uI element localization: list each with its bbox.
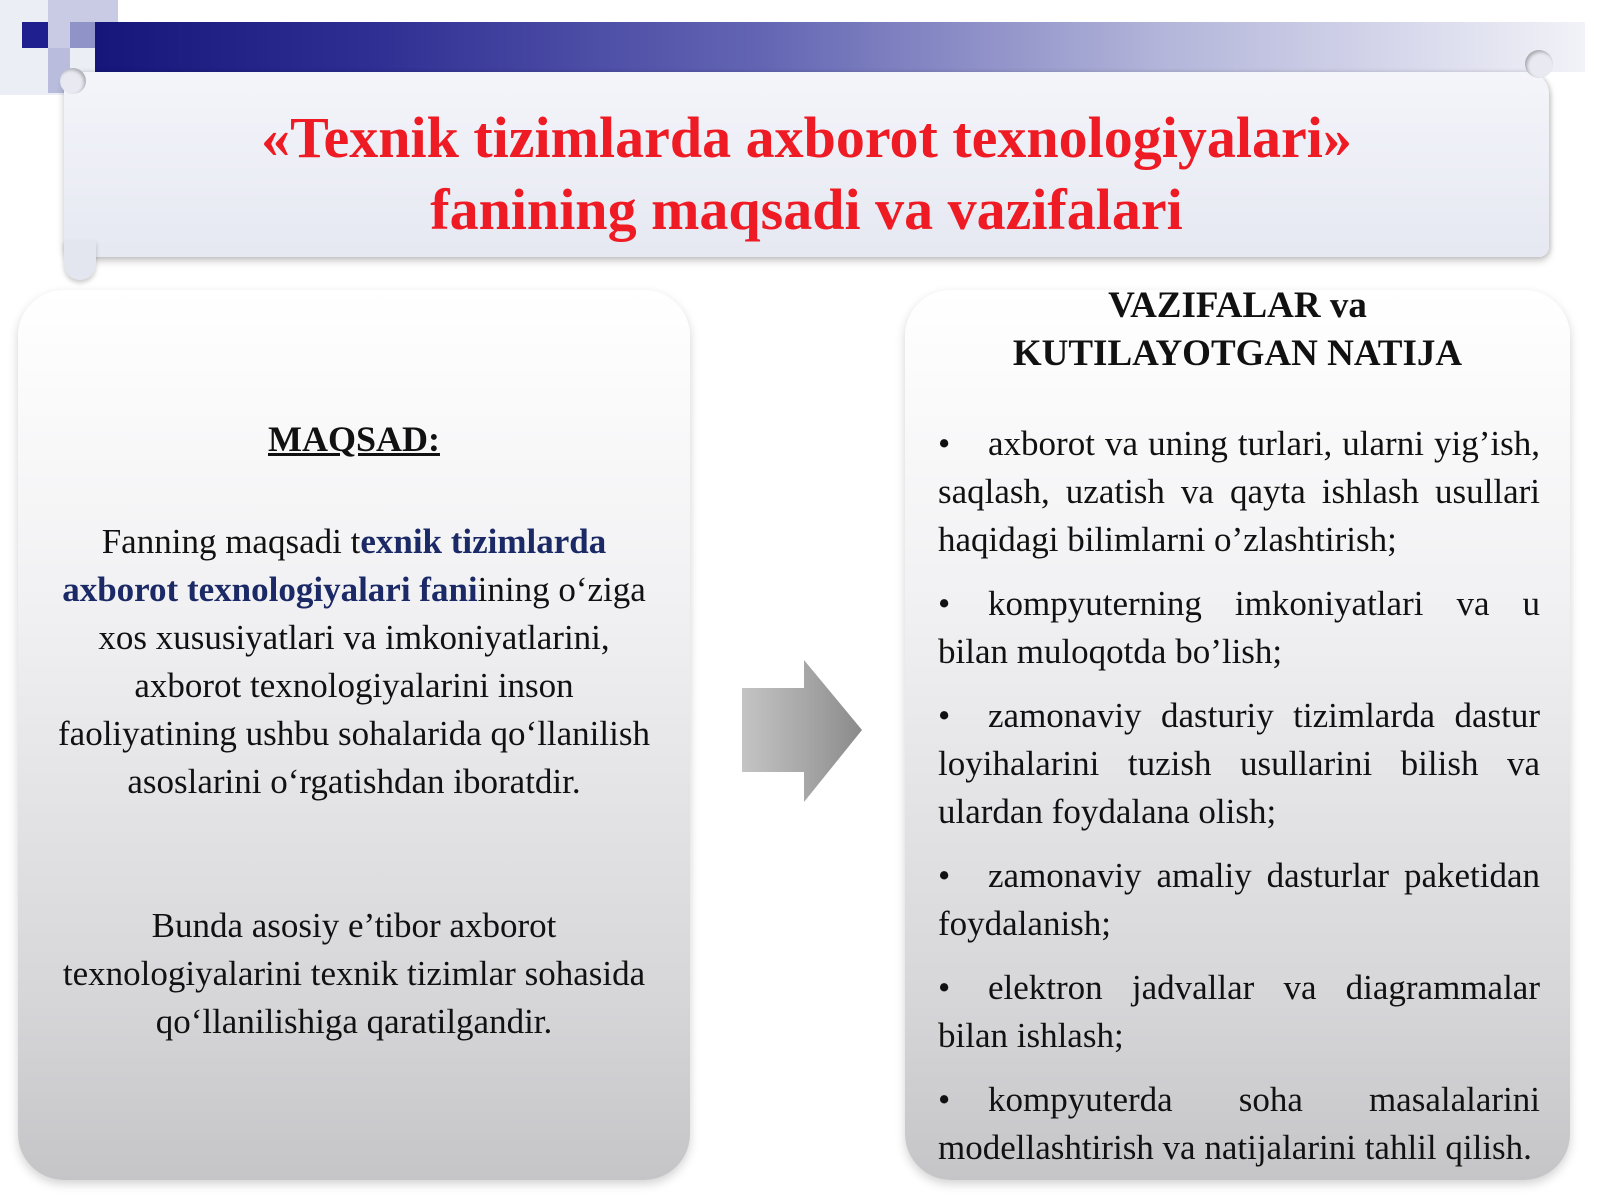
list-item-text: zamonaviy amaliy dasturlar paketidan foydalanish;	[938, 856, 1540, 943]
goal-heading: MAQSAD:	[268, 419, 440, 459]
tasks-heading-line-2: KUTILAYOTGAN NATIJA	[1012, 333, 1463, 374]
goal-text-highlight: exnik tizimlarda axborot texnologiyalari fani	[62, 522, 607, 609]
bullet-icon: •	[938, 856, 951, 895]
slide-title	[64, 102, 1549, 246]
list-item-text: kompyuterda soha masalalarini modellashtirish va natijalarini tahlil qilish.	[938, 1080, 1540, 1167]
list-item	[938, 1076, 1540, 1172]
tasks-heading-line-1: VAZIFALAR va	[1108, 285, 1367, 326]
tasks-heading	[905, 282, 1570, 378]
list-item-text: kompyuterning imkoniyatlari va u bilan muloqotda bo’lish;	[938, 584, 1540, 671]
goal-panel	[18, 290, 690, 1180]
scroll-curl	[64, 240, 96, 280]
goal-text-part1: Fanning maqsadi t	[101, 522, 361, 561]
tasks-list	[938, 420, 1540, 1188]
list-item	[938, 580, 1540, 676]
list-item	[938, 964, 1540, 1060]
list-item-text: elektron jadvallar va diagrammalar bilan ishlash;	[938, 968, 1540, 1055]
list-item-text: axborot va uning turlari, ularni yig’ish, saqlash, uzatish va qayta ishlash usullari haqidagi bilimlarni o’zlashtirish;	[938, 424, 1540, 559]
right-arrow-icon	[742, 660, 862, 802]
list-item	[938, 692, 1540, 836]
goal-paragraph-2: Bunda asosiy e’tibor axborot texnologiyalarini texnik tizimlar sohasida qo‘llanilishiga qaratilgandir.	[62, 906, 646, 1041]
list-item	[938, 420, 1540, 564]
bullet-icon: •	[938, 424, 951, 463]
list-item	[938, 852, 1540, 948]
bullet-icon: •	[938, 1080, 951, 1119]
tasks-panel	[905, 285, 1570, 1180]
bullet-icon: •	[938, 696, 951, 735]
goal-paragraph	[54, 518, 654, 806]
bullet-icon: •	[938, 584, 951, 623]
decor-square-dark	[22, 22, 48, 48]
list-item-text: zamonaviy dasturiy tizimlarda dastur loyihalarini tuzish usullarini bilish va ulardan foydalana olish;	[938, 696, 1540, 831]
title-banner	[64, 72, 1549, 257]
goal-text-part2: ining o‘ziga xos xususiyatlari va imkoniyatlarini, axborot texnologiyalarini inson faoliyatining ushbu sohalarida qo‘llanilish asoslarini o‘rgatishdan iboratdir.	[58, 570, 650, 801]
title-line-2: fanining maqsadi va vazifalari	[430, 177, 1183, 242]
title-line-1: «Texnik tizimlarda axborot texnologiyalari»	[261, 105, 1352, 170]
top-gradient-bar	[95, 22, 1585, 72]
bullet-icon: •	[938, 968, 951, 1007]
